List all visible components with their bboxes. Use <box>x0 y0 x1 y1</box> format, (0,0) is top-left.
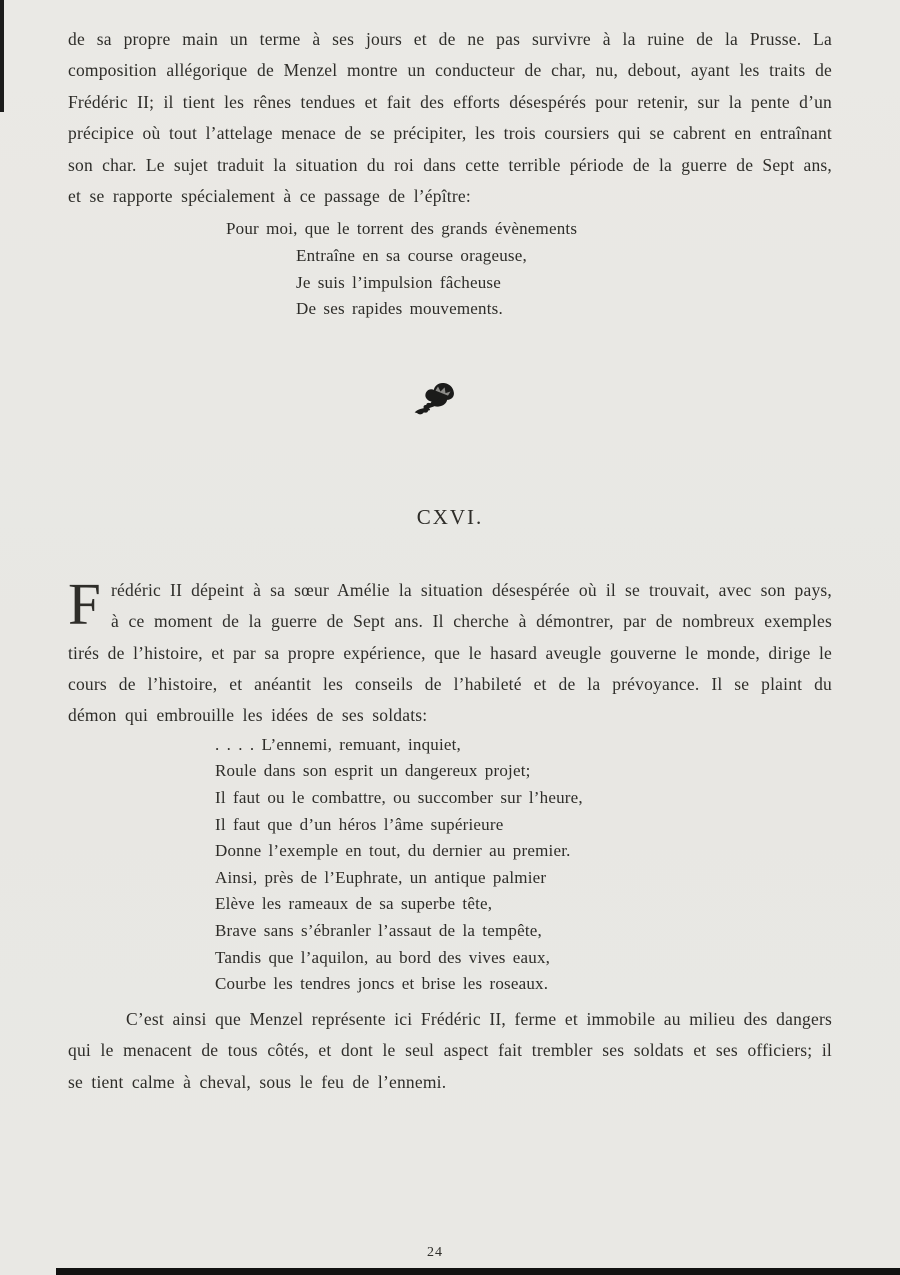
verse-line: Il faut que d’un héros l’âme supérieure <box>215 814 504 834</box>
epistle-verse <box>226 216 832 322</box>
text-block <box>68 24 832 1098</box>
verse-line: De ses rapides mouvements. <box>296 299 503 319</box>
verse-line: Ainsi, près de l’Euphrate, un antique palmier <box>215 867 547 887</box>
drop-cap: F <box>68 570 102 637</box>
verse-line: Entraîne en sa course orageuse, <box>296 246 527 266</box>
scan-artifact-bottom-bar <box>56 1268 900 1275</box>
verse-line: Donne l’exemple en tout, du dernier au premier. <box>215 841 571 861</box>
rose-fleuron-icon <box>413 379 463 419</box>
verse-line: Il faut ou le combattre, ou succomber sur l’heure, <box>215 788 583 808</box>
ornament-row <box>68 379 832 425</box>
verse-line: Brave sans s’ébranler l’assaut de la tempête, <box>215 921 542 940</box>
section-paragraph <box>68 570 832 732</box>
verse-line: Roule dans son esprit un dangereux projet; <box>215 761 531 781</box>
poem-verse <box>215 732 832 998</box>
verse-line: Elève les rameaux de sa superbe tête, <box>215 894 493 914</box>
section-paragraph-text: rédéric II dépeint à sa sœur Amélie la situation désespérée où il se trouvait, avec son pays, à ce moment de la guerre de Sept ans. Il cherche à démontrer, par de nombreux exemples tirés de l’histoire, et par sa propre expérience, que le hasard aveugle gouverne le monde, dirige le cours de l’histoire, et anéantit les conseils de l’habileté et de la prévoyance. Il se plaint du démon qui embrouille les idées de ses soldats: <box>68 579 832 726</box>
verse-line: . . . . L’ennemi, remuant, inquiet, <box>215 734 462 754</box>
scan-artifact-left-edge <box>0 0 4 112</box>
verse-line: Je suis l’impulsion fâcheuse <box>296 272 501 292</box>
verse-line: Courbe les tendres joncs et brise les roseaux. <box>215 974 549 994</box>
closing-paragraph: C’est ainsi que Menzel représente ici Frédéric II, ferme et immobile au milieu des dangers qui le menacent de tous côtés, et dont le seul aspect fait trembler ses soldats et ses officiers; il se tient calme à cheval, sous le feu de l’ennemi. <box>68 1008 832 1092</box>
continuation-paragraph: de sa propre main un terme à ses jours et de ne pas survivre à la ruine de la Prusse. La composition allégorique de Menzel montre un conducteur de char, nu, debout, ayant les traits de Frédéric II; il tient les rênes tendues et fait des efforts désespérés pour retenir, sur la pente d’un précipice où tout l’attelage menace de se précipiter, les trois coursiers qui se cabrent en entraînant son char. Le sujet traduit la situation du roi dans cette terrible période de la guerre de Sept ans, et se rapporte spécialement à ce passage de l’épître: <box>68 29 832 207</box>
verse-line: Tandis que l’aquilon, au bord des vives eaux, <box>215 947 551 967</box>
verse-line: Pour moi, que le torrent des grands évènements <box>226 219 578 239</box>
section-heading: CXVI. <box>416 504 484 529</box>
page-number: 24 <box>427 1245 443 1260</box>
